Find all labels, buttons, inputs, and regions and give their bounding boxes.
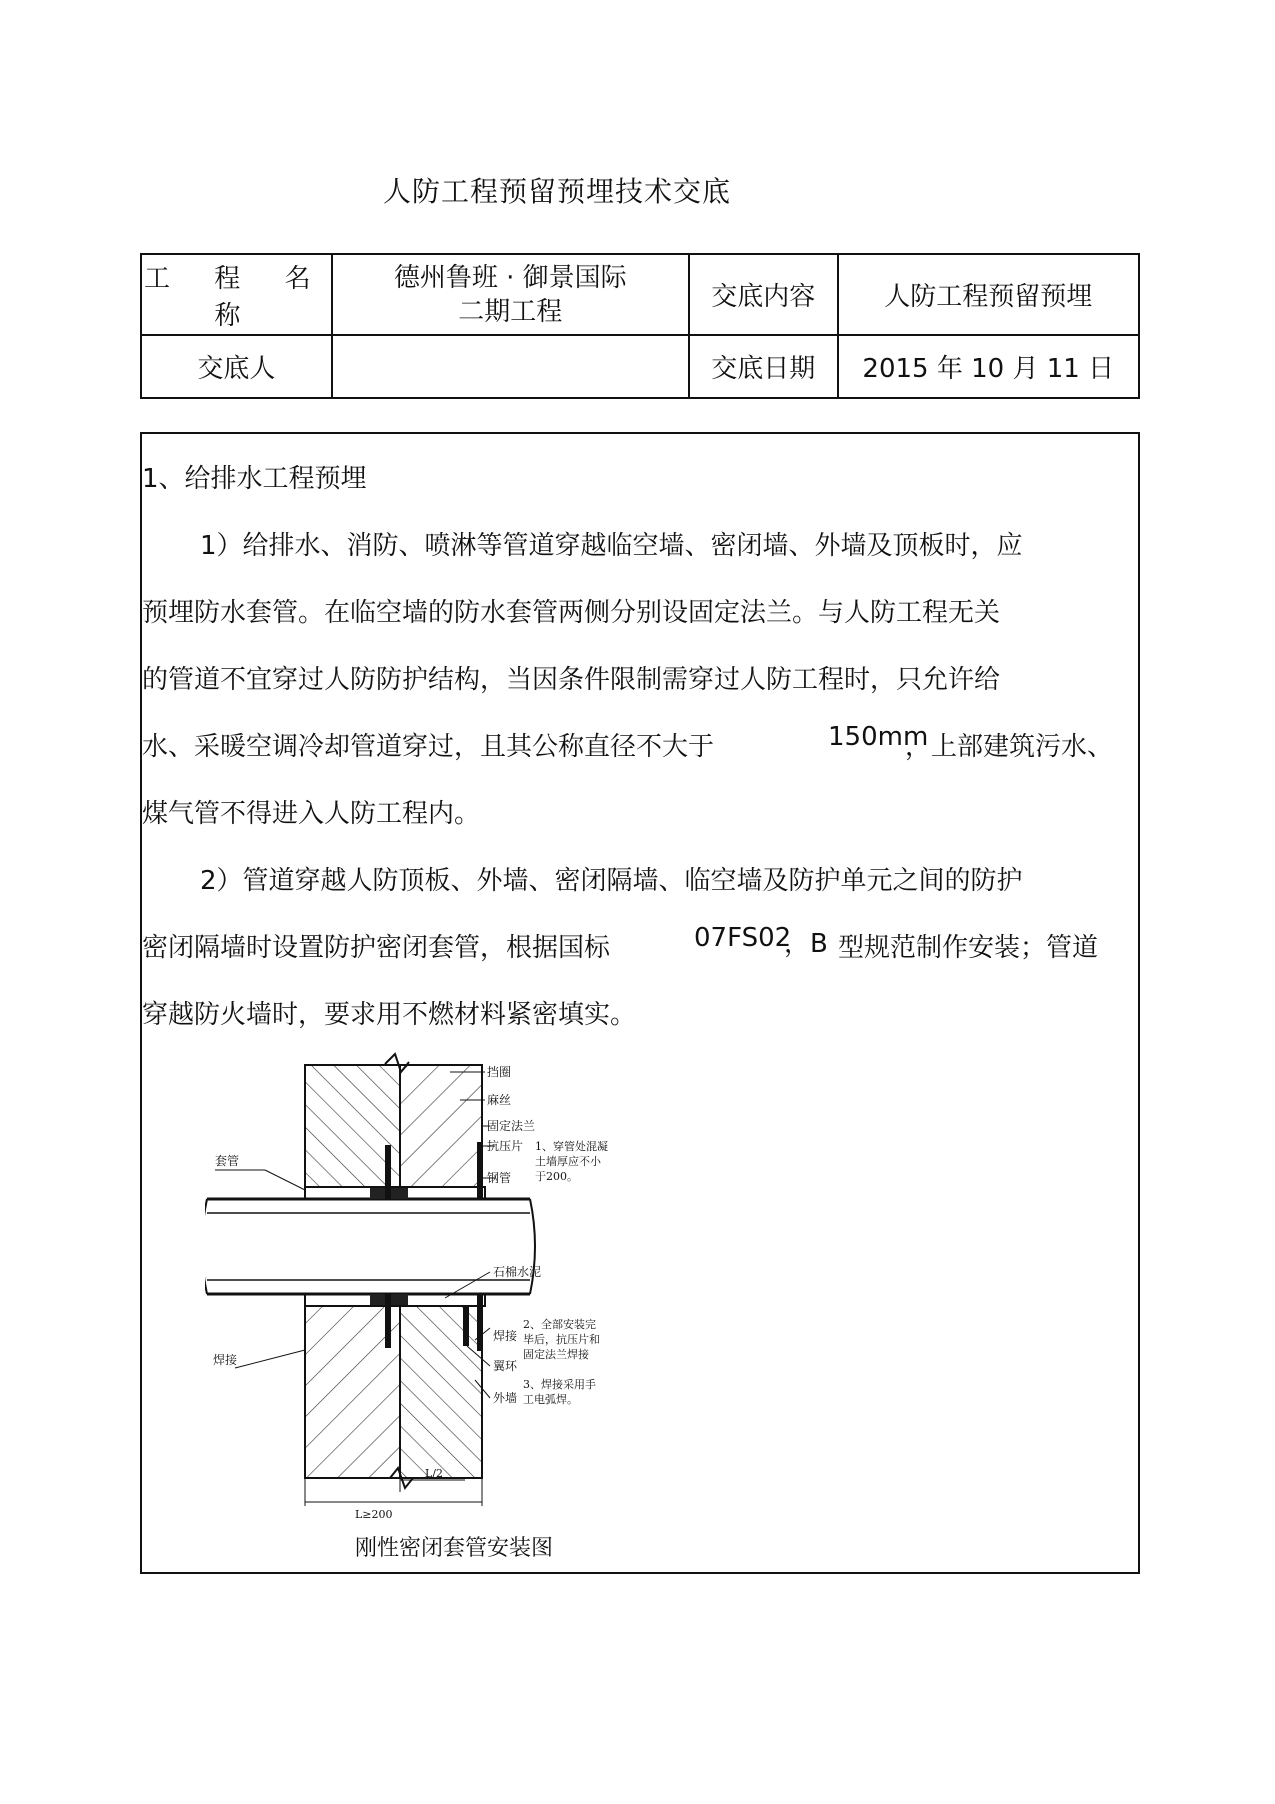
paragraph-2-line-2b: 07FS02 xyxy=(694,923,792,953)
dimension-full: L≥200 xyxy=(355,1508,393,1521)
paragraph-1-line-1: 1）给排水、消防、喷淋等管道穿越临空墙、密闭墙、外墙及顶板时，应 xyxy=(200,531,1023,561)
date-label: 交底日期 xyxy=(689,335,838,398)
project-name-line2: 二期工程 xyxy=(458,296,563,327)
label-hanjie-right: 焊接 xyxy=(493,1329,518,1343)
project-name-line1: 德州鲁班 · 御景国际 xyxy=(393,262,627,293)
label-waiqiang: 外墙 xyxy=(493,1391,518,1405)
label-hanjie-left: 焊接 xyxy=(213,1353,238,1367)
label-masi: 麻丝 xyxy=(487,1093,512,1107)
note-2-line-1: 2、全部安装完 xyxy=(523,1318,596,1331)
content-label: 交底内容 xyxy=(689,254,838,335)
document-title: 人防工程预留预埋技术交底 xyxy=(383,175,732,208)
date-month-unit: 月 xyxy=(1012,354,1039,384)
date-year: 2015 xyxy=(862,354,929,384)
label-fixed-flange: 固定法兰 xyxy=(487,1119,536,1133)
note-1-line-2: 土墙厚应不小 xyxy=(535,1155,601,1168)
dimension-half: L/2 xyxy=(425,1467,444,1480)
paragraph-1-line-4b: 150mm xyxy=(828,722,929,752)
note-3-line-1: 3、焊接采用手 xyxy=(523,1378,596,1391)
fixed-flange-top xyxy=(477,1142,483,1199)
note-2-line-3: 固定法兰焊接 xyxy=(523,1348,589,1361)
project-name-value xyxy=(332,254,689,335)
fixed-flange-bottom xyxy=(477,1294,483,1351)
paragraph-1-line-3: 的管道不宜穿过人防防护结构，当因条件限制需穿过人防工程时，只允许给 xyxy=(142,665,1001,695)
note-3-line-2: 工电弧焊。 xyxy=(523,1393,578,1406)
upper-wall xyxy=(305,1065,482,1187)
paragraph-2-line-3: 穿越防火墙时，要求用不燃材料紧密填实。 xyxy=(142,1000,637,1030)
label-kangyapian: 抗压片 xyxy=(487,1139,524,1153)
project-name-label: 工 程 名 称 xyxy=(141,254,332,335)
steel-pipe xyxy=(205,1199,535,1294)
note-2-line-2: 毕后，抗压片和 xyxy=(523,1333,600,1346)
label-dangquan: 挡圈 xyxy=(487,1065,512,1079)
label-taoguan: 套管 xyxy=(215,1154,240,1168)
dimension-lines xyxy=(305,1478,482,1506)
info-table xyxy=(140,253,1140,399)
section-heading: 1、给排水工程预埋 xyxy=(142,464,367,494)
paragraph-1-line-4a: 水、采暖空调冷却管道穿过，且其公称直径不大于 xyxy=(142,732,715,762)
date-value xyxy=(838,335,1139,398)
paragraph-2-line-2c: ，B xyxy=(784,929,828,959)
lower-wall xyxy=(305,1306,482,1478)
note-1-line-3: 于200。 xyxy=(535,1170,578,1183)
paragraph-1-line-2: 预埋防水套管。在临空墙的防水套管两侧分别设固定法兰。与人防工程无关 xyxy=(142,598,1001,628)
diagram-caption: 刚性密闭套管安装图 xyxy=(355,1536,554,1561)
paragraph-2-line-2d: 型规范制作安装；管道 xyxy=(838,933,1099,963)
sleeve-installation-diagram xyxy=(205,1050,685,1562)
paragraph-1-line-4c: ，上部建筑污水、 xyxy=(905,732,1114,762)
wing-ring xyxy=(463,1306,469,1346)
pressure-plate-top xyxy=(385,1145,391,1199)
paragraph-2-line-1: 2）管道穿越人防顶板、外墙、密闭隔墙、临空墙及防护单元之间的防护 xyxy=(200,866,1023,896)
person-label: 交底人 xyxy=(141,335,332,398)
paragraph-2-line-2a: 密闭隔墙时设置防护密闭套管，根据国标 xyxy=(142,933,611,963)
paragraph-1-line-5: 煤气管不得进入人防工程内。 xyxy=(142,799,481,829)
date-day: 11 xyxy=(1046,354,1080,384)
pressure-plate-bottom xyxy=(385,1294,391,1348)
date-year-unit: 年 xyxy=(936,354,963,384)
date-day-unit: 日 xyxy=(1088,354,1115,384)
date-month: 10 xyxy=(971,354,1005,384)
note-1-line-1: 1、穿管处混凝 xyxy=(535,1140,608,1153)
label-gangguan: 钢管 xyxy=(487,1171,512,1185)
label-shimian: 石棉水泥 xyxy=(493,1265,542,1279)
person-value xyxy=(332,335,689,398)
content-value: 人防工程预留预埋 xyxy=(838,254,1139,335)
label-yihuan: 翼环 xyxy=(493,1359,518,1373)
